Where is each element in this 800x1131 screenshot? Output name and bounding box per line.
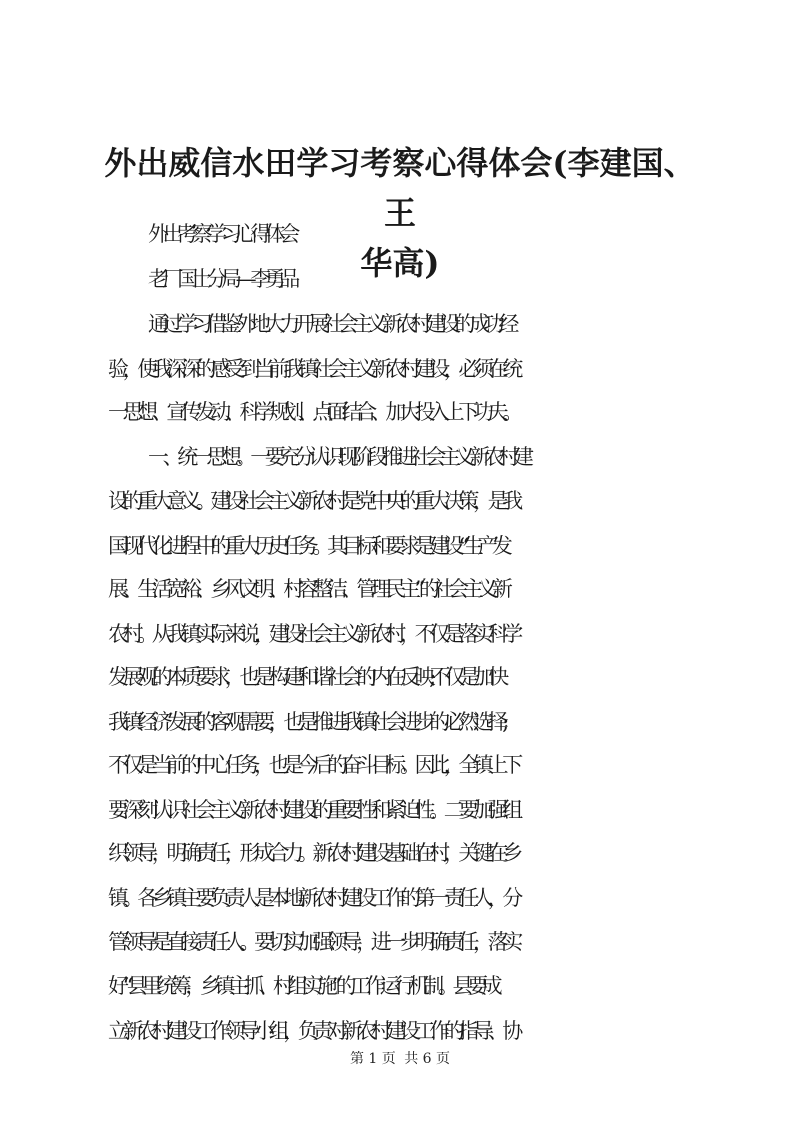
- title-line-2: 华高): [360, 244, 440, 282]
- body-line: 一思想、宣传发动、科学规划、点面结合、加大投入上下功夫。: [108, 400, 517, 424]
- body-line: 验，使我深深的感受到当前我镇社会主义新农村建设，必须在统: [108, 357, 517, 381]
- body-line: 发展观的本质要求，也是构建和谐社会的内在反映;不仅是加快: [108, 665, 503, 689]
- page-number: 第 1 页: [349, 1051, 396, 1067]
- body-line: 设的重大意义。建设社会主义新农村是党中央的重大决策，是我: [108, 489, 517, 513]
- body-line: 立新农村建设工作领导小组，负责对新农村建设工作的指导、协: [108, 1019, 517, 1043]
- body-line: 我镇经济发展的客观需要，也是推进我镇社会进步的必然选择;: [108, 710, 503, 734]
- title-line-1: 外出威信水田学习考察心得体会(李建国、王: [104, 144, 696, 232]
- body-line: 展、生活宽裕、乡风文明、村容整洁、管理民主”的社会主义新: [108, 577, 507, 601]
- body-line: 外出考察学习心得体会: [148, 222, 294, 246]
- body-line: 老厂国土分局—李勇品: [148, 267, 294, 291]
- body-line: 织领导，明确责任，形成合力。新农村建设基础在村，关键在乡: [108, 841, 517, 865]
- body-line: 管领导是直接责任人。要切实加强领导，进一步明确责任，落实: [108, 930, 517, 954]
- body-line: 要深刻认识社会主义新农村建设的重要性和紧迫性。二要加强组: [108, 798, 517, 822]
- body-line: 镇。各乡镇主要负责人是本地新农村建设工作的第一责任人，分: [108, 886, 517, 910]
- body-line: 不仅是当前的中心任务，也是今后的奋斗目标。因此，全镇上下: [108, 753, 517, 777]
- body-line: 好“县里统筹，乡镇主抓、村组实施”的工作运行机制。县要成: [108, 974, 497, 998]
- body-line: 一、统一思想。一要充分认识现阶段推进社会主义新农村建: [148, 445, 528, 469]
- body-line: 通过学习借鉴外地大力开展社会主义新农村建设的成功经: [148, 312, 513, 336]
- page-footer: [0, 1049, 800, 1069]
- page-total: 共 6 页: [404, 1051, 451, 1067]
- body-line: 农村。从我镇实际来说，建设社会主义新农村，不仅是落实科学: [108, 622, 517, 646]
- body-line: 国现代化进程中的重大历史任务。其目标和要求是建设“生产发: [108, 534, 507, 558]
